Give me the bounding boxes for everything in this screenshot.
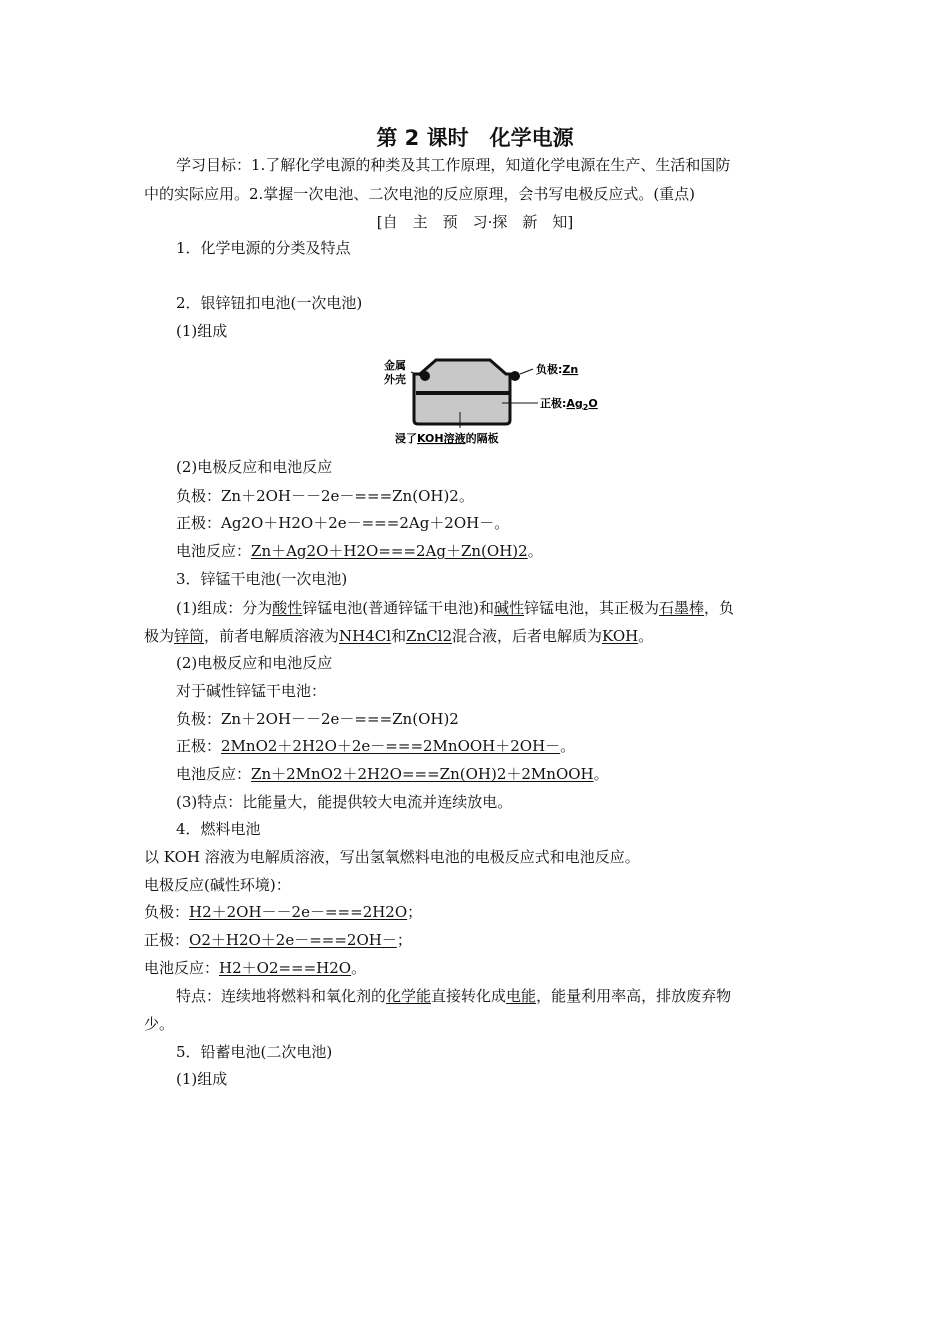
s3-title: 3．锌锰干电池(一次电池) — [176, 570, 348, 588]
s4-feature-chem: 化学能 — [386, 987, 432, 1005]
s4-feature-a: 特点：连续地将燃料和氧化剂的 — [176, 987, 387, 1005]
s3-cell-suffix: 。 — [593, 765, 609, 783]
s3-comp2-e: 。 — [638, 627, 654, 645]
label-shell-2: 外壳 — [384, 373, 406, 386]
button-cell-diagram — [378, 352, 604, 448]
section-header: [自 主 预 习·探 新 知] — [376, 213, 574, 231]
neg-leader — [520, 369, 533, 374]
s3-cell-prefix: 电池反应： — [176, 765, 252, 783]
s3-reactions-title: (2)电极反应和电池反应 — [176, 654, 333, 672]
s3-comp-alk: 碱性 — [493, 599, 524, 617]
s3-comp-b: 锌锰电池(普通锌锰干电池)和 — [302, 599, 494, 617]
label-separator-value: KOH溶液 — [417, 432, 466, 445]
s3-pos-equation: 2MnO2＋2H2O＋2e－===2MnOOH＋2OH－ — [221, 737, 561, 755]
s3-pos-prefix: 正极： — [176, 737, 222, 755]
s3-comp2-c: 和 — [391, 627, 407, 645]
s4-env: 电极反应(碱性环境)： — [144, 876, 291, 894]
s4-feature-line-2: 少。 — [144, 1015, 175, 1033]
s4-positive — [144, 929, 412, 951]
s3-comp2-d: 混合液，后者电解质为 — [452, 627, 603, 645]
label-positive-value-sub: 2 — [582, 403, 589, 412]
label-separator-prefix: 浸了 — [395, 432, 417, 445]
s3-pos-suffix: 。 — [560, 737, 576, 755]
s3-comp-acid: 酸性 — [272, 599, 303, 617]
s5-composition: (1)组成 — [176, 1070, 228, 1088]
s3-positive — [176, 735, 575, 757]
s4-cell-prefix: 电池反应： — [144, 959, 220, 977]
s4-feature-elec: 电能 — [506, 987, 537, 1005]
s4-cell-equation: H2＋O2===H2O — [219, 959, 352, 977]
s4-pos-prefix: 正极： — [144, 931, 190, 949]
s3-comp2-koh: KOH — [602, 627, 639, 645]
s2-cell-reaction — [176, 540, 543, 562]
label-negative — [536, 362, 578, 376]
s3-composition-line-2 — [144, 625, 653, 647]
s4-negative — [144, 901, 422, 923]
s2-negative: 负极：Zn＋2OH－－2e－===Zn(OH)2。 — [176, 487, 474, 505]
s4-feature-b: 直接转化成 — [431, 987, 507, 1005]
s4-neg-suffix: ； — [407, 903, 423, 921]
s4-title: 4．燃料电池 — [176, 820, 261, 838]
s2-composition: (1)组成 — [176, 322, 228, 340]
s3-comp-graphite: 石墨棒 — [659, 599, 705, 617]
s3-comp2-b: ，前者电解质溶液为 — [204, 627, 340, 645]
label-positive-value-b: O — [588, 397, 598, 410]
label-separator — [395, 431, 499, 445]
objectives-line-1: 学习目标：1.了解化学电源的种类及其工作原理，知道化学电源在生产、生活和国防 — [176, 156, 731, 174]
s1-title: 1．化学电源的分类及特点 — [176, 239, 351, 257]
s3-cell-equation: Zn＋2MnO2＋2H2O===Zn(OH)2＋2MnOOH — [251, 765, 594, 783]
s3-comp2-zncl2: ZnCl2 — [406, 627, 452, 645]
page-title: 第 2 课时 化学电源 — [376, 126, 574, 150]
s3-composition-line-1 — [176, 597, 734, 619]
label-positive-value-a: Ag — [566, 397, 583, 410]
s2-reactions-title: (2)电极反应和电池反应 — [176, 458, 333, 476]
objectives-line-2: 中的实际应用。2.掌握一次电池、二次电池的反应原理，会书写电极反应式。(重点) — [144, 185, 696, 203]
s2-cell-suffix: 。 — [527, 542, 543, 560]
s4-feature-line-1 — [176, 985, 731, 1007]
label-separator-suffix: 的隔板 — [465, 432, 499, 445]
s3-negative: 负极：Zn＋2OH－－2e－===Zn(OH)2 — [176, 710, 459, 728]
s3-comp-a: (1)组成：分为 — [176, 599, 273, 617]
s4-intro: 以 KOH 溶液为电解质溶液，写出氢氧燃料电池的电极反应式和电池反应。 — [144, 848, 640, 866]
button-cell-svg — [378, 352, 604, 448]
s2-title: 2．银锌钮扣电池(一次电池) — [176, 294, 363, 312]
label-positive-prefix: 正极: — [540, 397, 567, 410]
s3-comp-d: ，负 — [704, 599, 735, 617]
s4-cell-suffix: 。 — [351, 959, 367, 977]
s3-feature: (3)特点：比能量大，能提供较大电流并连续放电。 — [176, 793, 513, 811]
s3-comp2-a: 极为 — [144, 627, 175, 645]
s4-neg-equation: H2＋2OH－－2e－===2H2O — [189, 903, 408, 921]
s4-neg-prefix: 负极： — [144, 903, 190, 921]
s2-cell-equation: Zn＋Ag2O＋H2O===2Ag＋Zn(OH)2 — [251, 542, 528, 560]
s3-alkaline-intro: 对于碱性锌锰干电池： — [176, 682, 327, 700]
s3-cell-reaction — [176, 763, 609, 785]
label-positive — [540, 396, 598, 412]
s3-comp-c: 锌锰电池，其正极为 — [524, 599, 660, 617]
s5-title: 5．铅蓄电池(二次电池) — [176, 1043, 333, 1061]
right-seal — [510, 371, 520, 381]
s2-positive: 正极：Ag2O＋H2O＋2e－===2Ag＋2OH－。 — [176, 514, 510, 532]
s3-comp2-zn: 锌筒 — [174, 627, 205, 645]
left-seal — [420, 371, 430, 381]
label-shell-1: 金属 — [384, 359, 406, 372]
s2-cell-prefix: 电池反应： — [176, 542, 252, 560]
s4-cell-reaction — [144, 957, 366, 979]
s4-feature-c: ，能量利用率高，排放废弃物 — [536, 987, 732, 1005]
s3-comp2-nh4cl: NH4Cl — [339, 627, 392, 645]
label-negative-value: Zn — [562, 363, 579, 376]
s4-pos-equation: O2＋H2O＋2e－===2OH－ — [189, 931, 397, 949]
s4-pos-suffix: ； — [396, 931, 412, 949]
label-negative-prefix: 负极: — [536, 363, 563, 376]
